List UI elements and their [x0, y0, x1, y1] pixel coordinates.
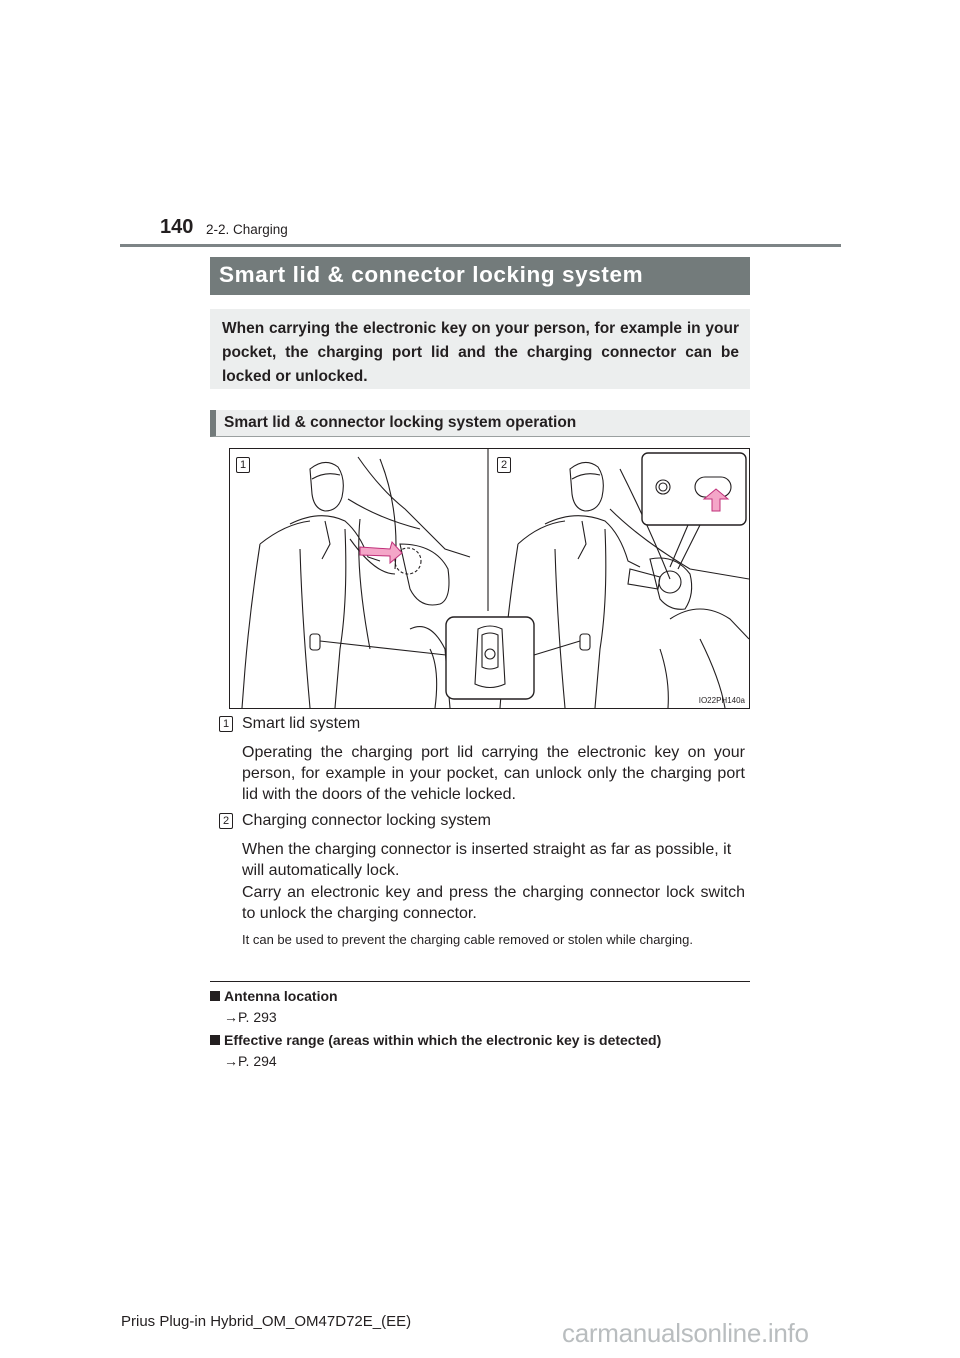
- item-badge-1: 1: [219, 716, 233, 732]
- illustration-badge-1: 1: [236, 457, 250, 473]
- sub-heading: Smart lid & connector locking system operation: [210, 410, 750, 437]
- square-bullet-icon: [210, 991, 220, 1001]
- info-heading-antenna: [210, 988, 338, 1004]
- item-title-1: Smart lid system: [242, 715, 361, 732]
- page-number: 140: [160, 216, 194, 238]
- illustration: [229, 448, 750, 709]
- watermark: carmanualsonline.info: [562, 1318, 809, 1348]
- item-2-paragraph-1: When the charging connector is inserted straight as far as possible, it will automatically lock.: [242, 841, 732, 879]
- intro-box: [210, 309, 750, 389]
- header-rule: [120, 244, 841, 247]
- illustration-drawing: [230, 449, 749, 708]
- info-heading-range: [210, 1032, 661, 1048]
- section-divider: [210, 981, 750, 982]
- item-badge-2: 2: [219, 813, 233, 829]
- item-2-paragraph-2: Carry an electronic key and press the charging connector lock switch to unlock the charging connector.: [242, 884, 745, 922]
- item-2-note: It can be used to prevent the charging cable removed or stolen while charging.: [242, 932, 693, 947]
- info-heading-text: Antenna location: [224, 988, 338, 1004]
- illustration-code: IO22PH140a: [698, 696, 745, 705]
- illustration-badge-2: 2: [497, 457, 511, 473]
- info-ref-antenna: →P. 293: [224, 1009, 277, 1025]
- footer-doc-id: Prius Plug-in Hybrid_OM_OM47D72E_(EE): [121, 1313, 412, 1330]
- item-title-2: Charging connector locking system: [242, 812, 492, 829]
- section-label: 2-2. Charging: [206, 222, 288, 237]
- item-1-paragraph: Operating the charging port lid carrying the electronic key on your person, for example in your pocket, can unlock only the charging port lid with the doors of the vehicle locked.: [242, 744, 745, 803]
- page-title: Smart lid & connector locking system: [210, 257, 750, 295]
- info-ref-range: →P. 294: [224, 1053, 277, 1069]
- square-bullet-icon: [210, 1035, 220, 1045]
- intro-text: When carrying the electronic key on your person, for example in your pocket, the charging port lid and the charging connector can be locked or unlocked.: [222, 320, 739, 385]
- info-heading-text: Effective range (areas within which the electronic key is detected): [224, 1032, 662, 1048]
